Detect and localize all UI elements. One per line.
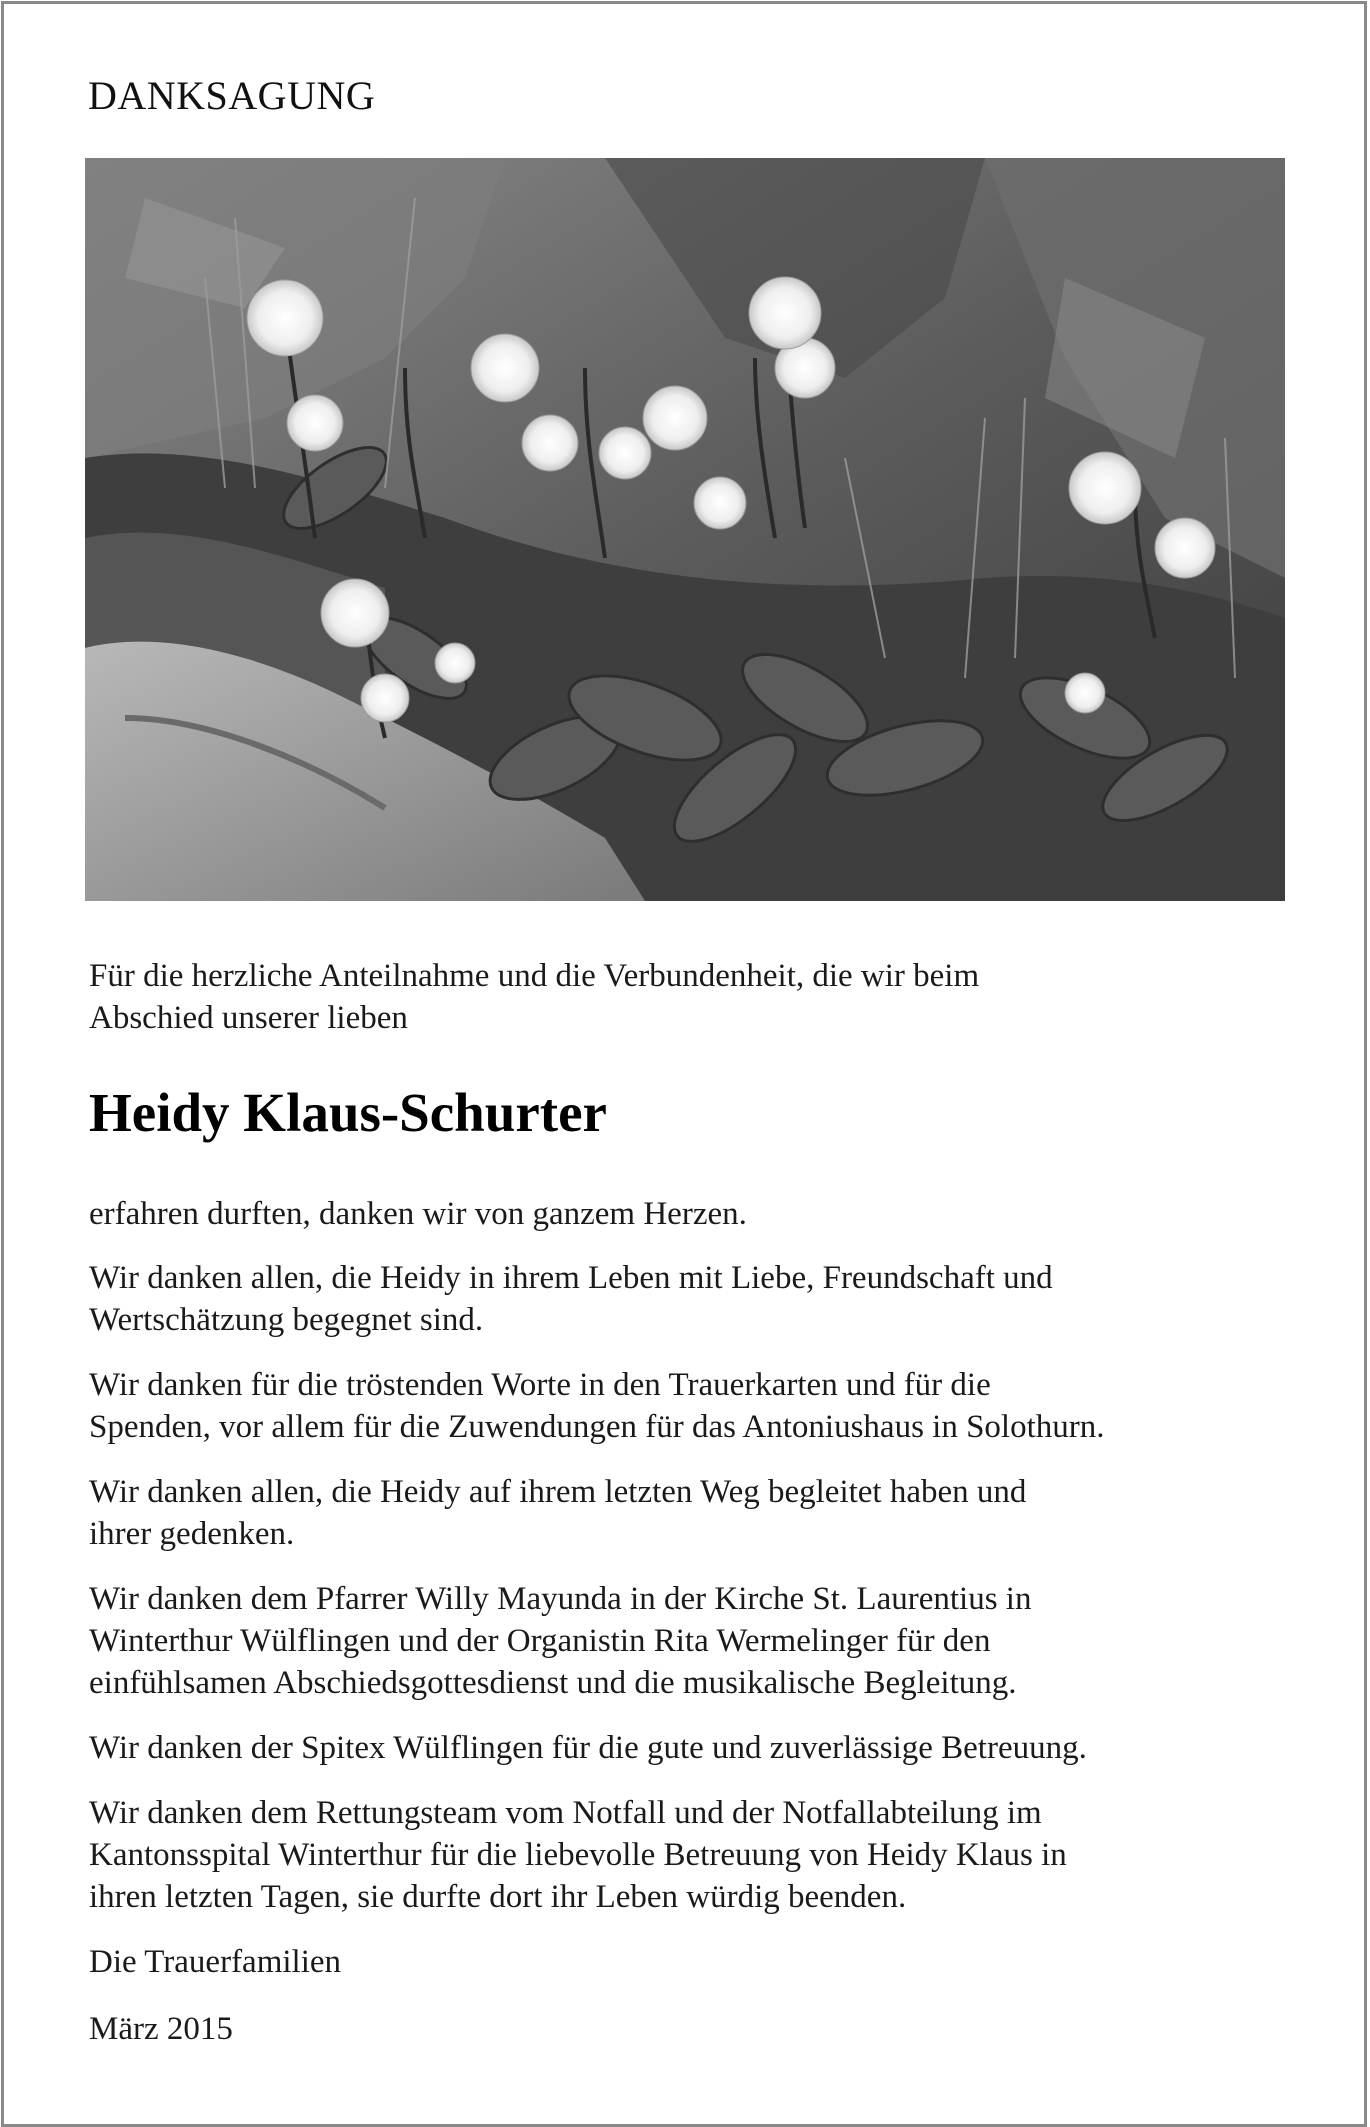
paragraph-1: erfahren durften, danken wir von ganzem Herzen. xyxy=(89,1196,747,1232)
deceased-name: Heidy Klaus-Schurter xyxy=(89,1082,607,1143)
notice-date: März 2015 xyxy=(89,2011,233,2047)
paragraph-3: Wir danken für die tröstenden Worte in den Trauerkarten und für die Spenden, vor allem für die Zuwendungen für das Antoniushaus in Solothurn. xyxy=(89,1367,1105,1445)
paragraph-5: Wir danken dem Pfarrer Willy Mayunda in der Kirche St. Laurentius in Winterthur Wülflingen und der Organistin Rita Wermelinger für den einfühlsamen Abschiedsgottesdienst und die musikalische Begleitung. xyxy=(89,1581,1032,1701)
intro-text: Für die herzliche Anteilnahme und die Verbundenheit, die wir beim Abschied unserer lieben xyxy=(89,958,980,1036)
paragraph-6: Wir danken der Spitex Wülflingen für die gute und zuverlässige Betreuung. xyxy=(89,1730,1087,1766)
paragraph-2: Wir danken allen, die Heidy in ihrem Leben mit Liebe, Freundschaft und Wertschätzung begegnet sind. xyxy=(89,1260,1053,1338)
paragraph-7: Wir danken dem Rettungsteam vom Notfall und der Notfallabteilung im Kantonsspital Winterthur für die liebevolle Betreuung von Heidy Klaus in ihren letzten Tagen, sie durfte dort ihr Leben würdig beenden. xyxy=(89,1795,1067,1915)
alpine-primrose-photo xyxy=(85,158,1285,901)
paragraph-4: Wir danken allen, die Heidy auf ihrem letzten Weg begleitet haben und ihrer gedenken. xyxy=(89,1474,1027,1552)
flower-photo-graphic xyxy=(85,158,1285,901)
signature: Die Trauerfamilien xyxy=(89,1944,342,1980)
notice-heading: DANKSAGUNG xyxy=(88,73,376,118)
